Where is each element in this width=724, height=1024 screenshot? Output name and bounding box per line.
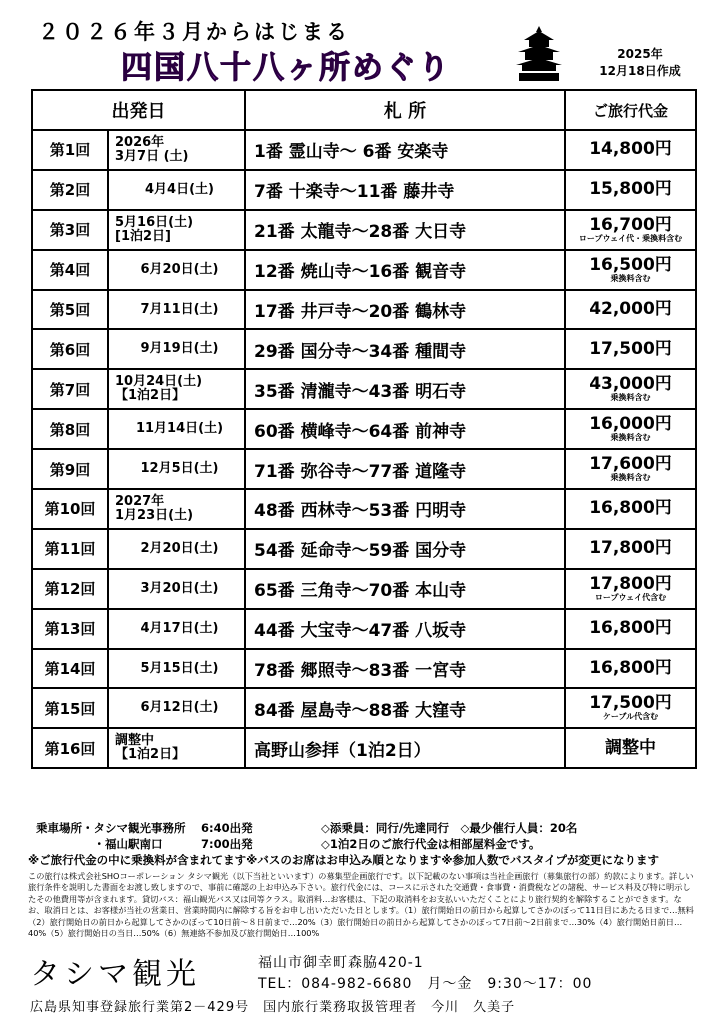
price-value: 16,000円 <box>589 414 672 435</box>
price-value: 14,800円 <box>589 139 672 160</box>
price-note: ケーブル代含む <box>602 712 659 722</box>
temple-range: 12番 焼山寺～16番 観音寺 <box>245 250 565 290</box>
departure-date <box>108 130 245 170</box>
departure-date <box>108 409 245 449</box>
departure-date <box>108 449 245 489</box>
date-line-2: 7月11日(土) <box>140 301 219 317</box>
session-number: 第2回 <box>32 170 108 210</box>
tour-price <box>565 569 696 609</box>
temple-range: 78番 郷照寺～83番 一宮寺 <box>245 649 565 689</box>
table-header-row <box>32 90 696 130</box>
tour-price <box>565 210 696 250</box>
schedule-rows <box>32 130 696 768</box>
tour-conditions <box>321 820 577 852</box>
created-day: 12月18日作成 <box>599 64 681 78</box>
schedule-table <box>31 89 697 769</box>
price-value: 17,800円 <box>589 538 672 559</box>
tour-price <box>565 529 696 569</box>
tour-price <box>565 688 696 728</box>
temple-range: 84番 屋島寺～88番 大窪寺 <box>245 688 565 728</box>
table-row <box>32 449 696 489</box>
table-row <box>32 728 696 768</box>
temple-range: 60番 横峰寺～64番 前神寺 <box>245 409 565 449</box>
session-number: 第4回 <box>32 250 108 290</box>
notice-line: ※ご旅行代金の中に乗換料が含まれてます※バスのお席はお申込み順となります※参加人数でバスタイプが変更になります <box>28 853 659 867</box>
date-line-2: 3月7日 (土) <box>115 148 189 164</box>
date-line-2: 3月20日(土) <box>140 580 219 596</box>
price-note: 乗換料含む <box>610 273 651 283</box>
price-note: ロープウェイ代含む <box>594 592 667 602</box>
date-line-2: 9月19日(土) <box>140 341 219 357</box>
table-row <box>32 409 696 449</box>
price-note: 乗換料含む <box>610 433 651 443</box>
session-number: 第13回 <box>32 609 108 649</box>
table-row <box>32 250 696 290</box>
title-line: ２０２６年３月からはじまる <box>38 20 350 44</box>
temple-range: 29番 国分寺～34番 種間寺 <box>245 329 565 369</box>
temple-range: 65番 三角寺～70番 本山寺 <box>245 569 565 609</box>
session-number: 第8回 <box>32 409 108 449</box>
session-number: 第5回 <box>32 290 108 330</box>
table-row <box>32 130 696 170</box>
price-value: 42,000円 <box>589 299 672 319</box>
price-value: 17,500円 <box>589 693 672 714</box>
company-tel: TEL：084-982-6680 月～金 9:30～17：00 <box>258 976 593 992</box>
price-note: 乗換料含む <box>610 473 651 483</box>
table-row <box>32 170 696 210</box>
created-date <box>580 46 700 80</box>
tour-price <box>565 649 696 689</box>
boarding-line-2: ・福山駅南口 7:00出発 <box>36 837 253 851</box>
session-number: 第16回 <box>32 728 108 768</box>
session-number: 第15回 <box>32 688 108 728</box>
date-line-2: 12月5日(土) <box>140 461 219 477</box>
session-number: 第7回 <box>32 369 108 409</box>
date-line-2: 2月20日(土) <box>140 540 219 556</box>
condition-line-1: ◇添乗員：同行/先達同行 ◇最少催行人員：20名 <box>321 821 578 835</box>
date-line-2: 【1泊2日】 <box>115 388 186 404</box>
tour-price <box>565 369 696 409</box>
departure-date <box>108 569 245 609</box>
date-line-2: 5月15日(土) <box>140 660 219 676</box>
departure-date <box>108 170 245 210</box>
session-number: 第10回 <box>32 489 108 529</box>
session-number: 第1回 <box>32 130 108 170</box>
tour-price <box>565 449 696 489</box>
date-line-1: 調整中 <box>115 733 155 749</box>
date-line-2: 4月4日(土) <box>145 181 214 197</box>
session-number: 第14回 <box>32 649 108 689</box>
price-value: 16,800円 <box>589 618 672 639</box>
departure-date <box>108 688 245 728</box>
castle-icon <box>516 26 562 82</box>
table-row <box>32 609 696 649</box>
tour-price <box>565 130 696 170</box>
date-line-2: [1泊2日] <box>115 228 171 244</box>
tour-price <box>565 728 696 768</box>
license-info: 広島県知事登録旅行業第2－429号 国内旅行業務取扱管理者 今川 久美子 <box>30 1000 516 1015</box>
price-value: 17,600円 <box>589 454 672 475</box>
table-row <box>32 569 696 609</box>
banner-title: 四国八十八ヶ所めぐり <box>121 49 451 86</box>
departure-date <box>108 290 245 330</box>
date-line-2: 11月14日(土) <box>135 421 224 437</box>
price-value: 16,800円 <box>589 498 672 519</box>
session-number: 第9回 <box>32 449 108 489</box>
price-value: 16,700円 <box>589 214 672 235</box>
tour-price <box>565 290 696 330</box>
departure-date <box>108 728 245 768</box>
price-value: 調整中 <box>605 737 656 758</box>
condition-line-2: ◇1泊2日のご旅行代金は相部屋料金です。 <box>321 837 541 851</box>
session-number: 第3回 <box>32 210 108 250</box>
table-row <box>32 688 696 728</box>
company-address: 福山市御幸町森脇420-1 <box>258 955 424 971</box>
table-row <box>32 210 696 250</box>
price-value: 15,800円 <box>589 179 672 200</box>
price-value: 16,500円 <box>589 254 672 275</box>
tour-price <box>565 609 696 649</box>
departure-date <box>108 489 245 529</box>
departure-date <box>108 529 245 569</box>
tour-price <box>565 250 696 290</box>
date-line-1: 2026年 <box>115 134 165 150</box>
tour-price <box>565 329 696 369</box>
session-number: 第11回 <box>32 529 108 569</box>
date-line-2: 【1泊2日】 <box>115 747 186 763</box>
session-number: 第12回 <box>32 569 108 609</box>
header-departure: 出発日 <box>32 90 245 130</box>
created-year: 2025年 <box>617 47 663 61</box>
session-number: 第6回 <box>32 329 108 369</box>
temple-range: 35番 清瀧寺～43番 明石寺 <box>245 369 565 409</box>
tour-price <box>565 489 696 529</box>
temple-range: 17番 井戸寺～20番 鶴林寺 <box>245 290 565 330</box>
departure-date <box>108 649 245 689</box>
date-line-2: 4月17日(土) <box>140 620 219 636</box>
price-note: 乗換料含む <box>610 393 651 403</box>
table-row <box>32 290 696 330</box>
temple-range: 7番 十楽寺～11番 藤井寺 <box>245 170 565 210</box>
tour-price <box>565 409 696 449</box>
price-value: 17,800円 <box>589 573 672 594</box>
table-row <box>32 529 696 569</box>
price-note: ロープウェイ代・乗換料含む <box>578 233 683 243</box>
table-row <box>32 329 696 369</box>
temple-range: 54番 延命寺～59番 国分寺 <box>245 529 565 569</box>
company-name: タシマ観光 <box>30 957 200 992</box>
table-row <box>32 649 696 689</box>
temple-range: 1番 霊山寺～ 6番 安楽寺 <box>245 130 565 170</box>
date-line-1: 2027年 <box>115 493 165 509</box>
departure-date <box>108 609 245 649</box>
header-price: ご旅行代金 <box>565 90 696 130</box>
fine-print: この旅行は株式会社SHOコーポレーション タシマ観光（以下当社といいます）の募集型企画旅行です。以下記載のない事項は当社企画旅行（募集旅行の部）約款によります。詳しい旅行条件を説明した書面をお渡し致しますので、事前に確認の上お申込み下さい。旅行代金には、コースに示された交通費・食事費・消費税などの諸税、サービス料及び特に明示したその他費用等が含まれます。貸切バス：福山観光バス又は同等クラス。取消料…お客様は、下記の取消料をお支払いいただくことにより旅行契約を解除することができます。なお、取消日とは、お客様が当社の営業日、営業時間内に解除する旨をお申し出いただいた日とします。（1）旅行開始日の前日から起算してさかのぼって11日目にあたる日まで…無料（2）旅行開始日の前日から起算してさかのぼって10日前～８日前まで…20%（3）旅行開始日の前日から起算してさかのぼって7日前～2日前まで…30%（4）旅行開始日前日…40%（5）旅行開始日の当日…50%（6）無連絡不参加及び旅行開始日…100% <box>28 871 694 939</box>
tour-price <box>565 170 696 210</box>
date-line-2: 6月12日(土) <box>140 700 219 716</box>
date-line-1: 10月24日(土) <box>115 374 203 390</box>
table-row <box>32 489 696 529</box>
header-temple: 札 所 <box>245 90 565 130</box>
date-line-1: 5月16日(土) <box>115 214 194 230</box>
temple-range: 21番 太龍寺～28番 大日寺 <box>245 210 565 250</box>
temple-range: 高野山参拝（1泊2日） <box>245 728 565 768</box>
departure-date <box>108 250 245 290</box>
temple-range: 71番 弥谷寺～77番 道隆寺 <box>245 449 565 489</box>
price-value: 17,500円 <box>589 338 672 359</box>
date-line-2: 1月23日(土) <box>115 507 194 523</box>
departure-date <box>108 369 245 409</box>
temple-range: 48番 西林寺～53番 円明寺 <box>245 489 565 529</box>
boarding-line-1: 乗車場所・タシマ観光事務所 6:40出発 <box>36 821 253 835</box>
departure-date <box>108 329 245 369</box>
boarding-info <box>36 820 578 852</box>
price-value: 16,800円 <box>589 658 672 679</box>
departure-date <box>108 210 245 250</box>
temple-range: 44番 大宝寺～47番 八坂寺 <box>245 609 565 649</box>
date-line-2: 6月20日(土) <box>140 261 219 277</box>
table-row <box>32 369 696 409</box>
price-value: 43,000円 <box>589 374 672 395</box>
